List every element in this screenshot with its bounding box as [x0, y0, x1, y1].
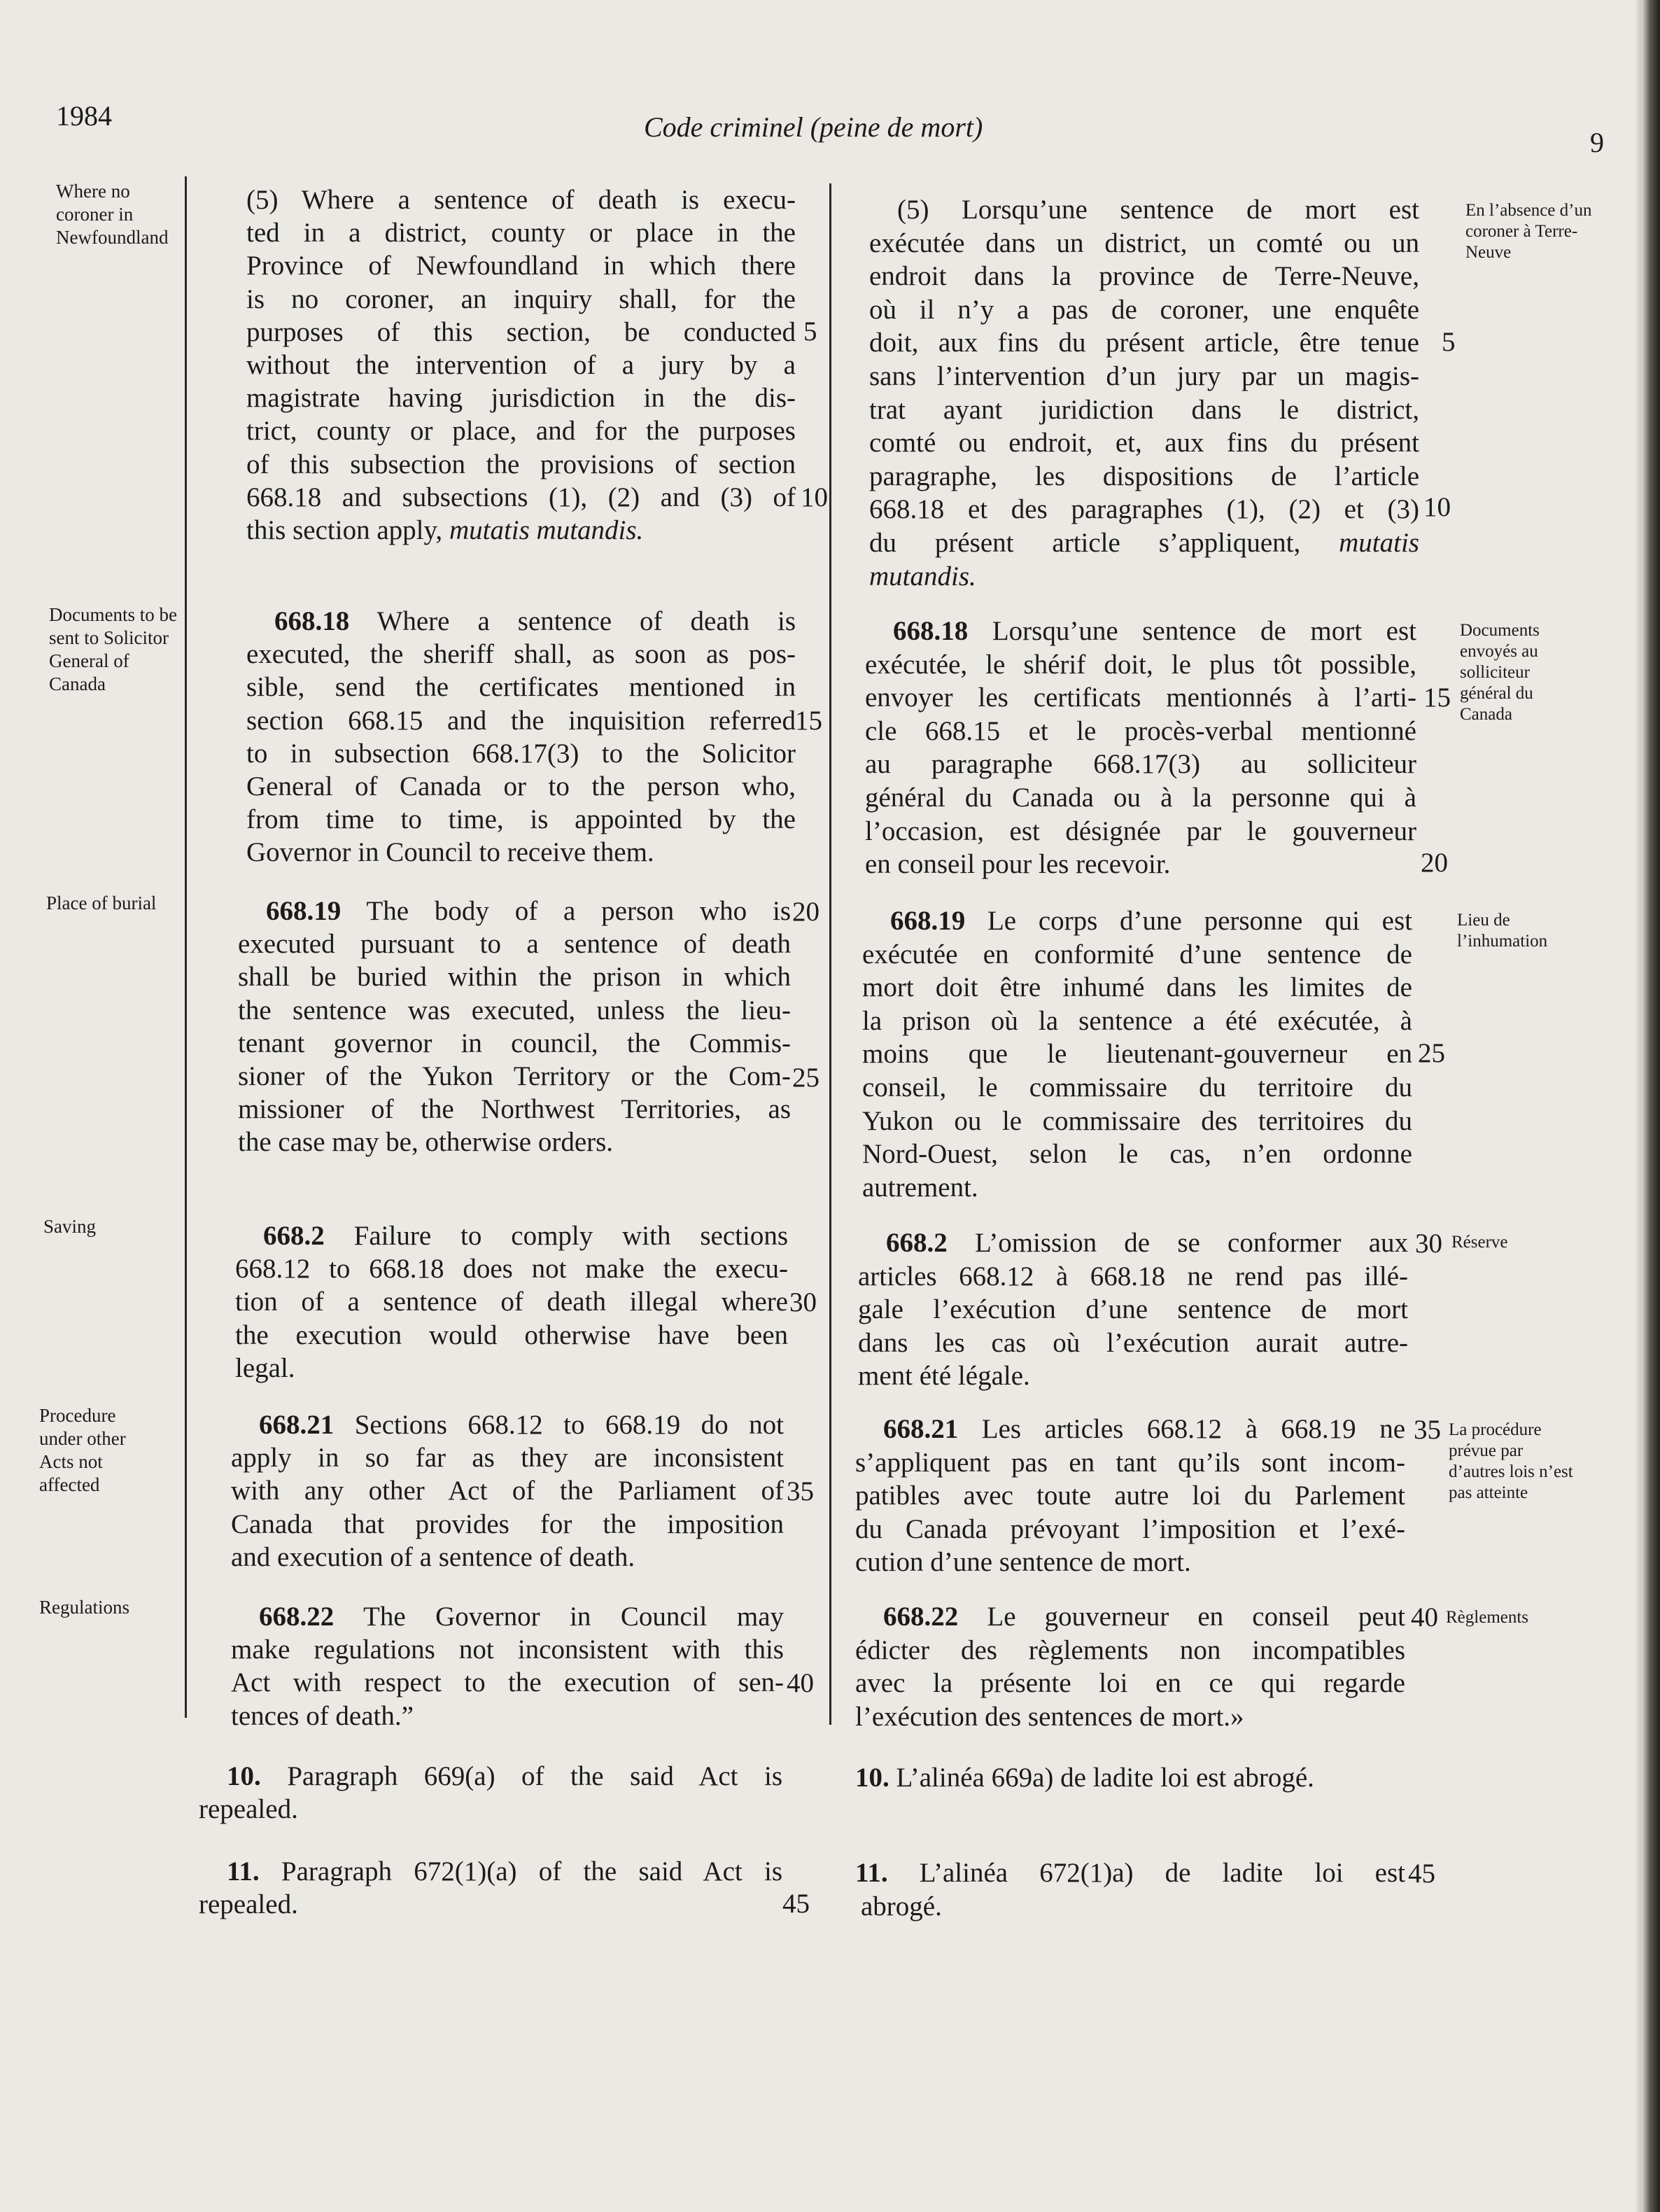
text-line — [858, 1226, 1408, 1260]
text-line — [865, 615, 1416, 648]
text-line: apply in so far as they are inconsistent — [231, 1443, 784, 1474]
fr-section-668-18 — [865, 615, 1416, 881]
text-line: L’alinéa 672(1)a) de ladite loi est — [919, 1858, 1405, 1888]
text-line: 668.18 and subsections (1), (2) and (3) of — [246, 482, 796, 512]
text-line: 668.12 to 668.18 does not make the execu- — [235, 1254, 788, 1284]
line-number-en: 30 — [789, 1287, 817, 1317]
text-line: exécutée dans un district, un comté ou un — [869, 227, 1419, 258]
section-number: 10. — [227, 1761, 261, 1791]
text-line: endroit dans la province de Terre-Neuve, — [869, 261, 1419, 292]
section-number: 668.18 — [274, 606, 350, 636]
margin-note-en: Saving — [43, 1216, 97, 1237]
line-number-en: 10 — [801, 482, 828, 512]
text-line — [862, 904, 1412, 938]
text-line: The Governor in Council may — [363, 1602, 785, 1632]
en-section-668-19 — [238, 895, 791, 1159]
text-line: cle 668.15 et le procès-verbal mentionné — [865, 715, 1416, 746]
text-line: ted in a district, county or place in the — [246, 218, 796, 248]
text-line: abrogé. — [861, 1891, 942, 1921]
text-line: trict, county or place, and for the purposes — [246, 416, 796, 447]
text-line: sioner of the Yukon Territory or the Com- — [238, 1061, 791, 1092]
text-line: make regulations not inconsistent with this — [231, 1634, 784, 1665]
line-number-fr: 45 — [1408, 1858, 1435, 1889]
text-line: paragraphe, les dispositions de l’article — [869, 461, 1419, 491]
margin-note-fr: Règlements — [1446, 1608, 1529, 1627]
text-line: cution d’une sentence de mort. — [855, 1547, 1191, 1578]
section-number: 11. — [855, 1858, 888, 1888]
fr-section-11 — [855, 1856, 1405, 1923]
section-number: 10. — [855, 1763, 889, 1793]
text-line: ment été légale. — [858, 1361, 1030, 1392]
text-line — [246, 514, 796, 547]
section-number: 668.19 — [266, 896, 342, 926]
section-number: 668.21 — [883, 1414, 959, 1444]
text-line: the execution would otherwise have been — [235, 1320, 788, 1350]
line-number-en: 20 — [792, 897, 820, 927]
en-section-10 — [199, 1760, 782, 1826]
text-line: Le gouverneur en conseil peut — [987, 1602, 1406, 1632]
text-line: l’exécution des sentences de mort.» — [855, 1701, 1244, 1732]
fr-subsection-5 — [869, 193, 1419, 593]
text-line: sans l’intervention d’un jury par un magis- — [869, 360, 1419, 391]
text-line: envoyer les certificats mentionnés à l’arti- — [865, 682, 1416, 713]
text-line: exécutée, le shérif doit, le plus tôt possible, — [865, 649, 1416, 680]
text-line: Les articles 668.12 à 668.19 ne — [981, 1414, 1406, 1444]
margin-note-en: Where no coroner in Newfoundland — [56, 181, 169, 248]
line-number-fr: 20 — [1421, 848, 1448, 878]
section-number: 668.2 — [263, 1221, 325, 1251]
text-line: Lorsqu’une sentence de mort est — [992, 616, 1416, 646]
en-section-11 — [199, 1855, 782, 1921]
en-subsection-5 — [246, 183, 796, 547]
line-number-fr: 30 — [1415, 1228, 1442, 1259]
text-line: General of Canada or to the person who, — [246, 771, 796, 802]
text-line: repealed. — [199, 1889, 298, 1920]
text-line: l’occasion, est désignée par le gouverneur — [865, 816, 1416, 846]
page-binding-edge — [1642, 0, 1660, 2212]
text-line — [855, 1761, 1405, 1795]
text-line: gale l’exécution d’une sentence de mort — [858, 1294, 1408, 1325]
en-section-668-18 — [246, 605, 796, 869]
section-number: 668.2 — [886, 1228, 948, 1258]
margin-note-en: Place of burial — [46, 892, 157, 913]
text-line: général du Canada ou à la personne qui à — [865, 782, 1416, 813]
text-line: L’omission de se conformer aux — [974, 1228, 1409, 1258]
section-number: 668.22 — [259, 1602, 335, 1632]
text-line: tences of death.” — [231, 1700, 414, 1731]
text-line: 668.18 et des paragraphes (1), (2) et (3) — [869, 494, 1419, 525]
text-line: the case may be, otherwise orders. — [238, 1127, 614, 1158]
text-line: purposes of this section, be conducted — [246, 316, 796, 347]
text-line: (5) Where a sentence of death is execu- — [246, 185, 796, 215]
text-line: is no coroner, an inquiry shall, for the — [246, 284, 796, 314]
line-number-en: 5 — [803, 316, 817, 346]
margin-note-fr: Lieu de l’inhumation — [1457, 911, 1548, 951]
fr-section-668-21 — [855, 1413, 1405, 1579]
en-section-668-21 — [231, 1408, 784, 1574]
line-number-en: 15 — [795, 706, 822, 736]
text-line-italic-end: this section apply, mutatis mutandis. — [246, 515, 644, 546]
text-line: Paragraph 669(a) of the said Act is — [287, 1761, 782, 1791]
text-line: missioner of the Northwest Territories, as — [238, 1094, 791, 1125]
margin-note-fr: Réserve — [1451, 1233, 1508, 1252]
margin-note-en: Regulations — [39, 1597, 129, 1618]
text-line: Sections 668.12 to 668.19 do not — [354, 1410, 784, 1440]
text-line: (5) Lorsqu’une sentence de mort est — [897, 195, 1419, 225]
text-line: articles 668.12 à 668.18 ne rend pas illé- — [858, 1261, 1408, 1292]
margin-note-fr: En l’absence d’un coroner à Terre-Neuve — [1465, 201, 1592, 262]
text-line: mort doit être inhumé dans les limites de — [862, 972, 1412, 1003]
line-number-en: 35 — [787, 1476, 814, 1506]
text-line: trat ayant juridiction dans le district, — [869, 394, 1419, 425]
text-line: repealed. — [199, 1794, 298, 1825]
text-line — [199, 1855, 782, 1888]
text-line: au paragraphe 668.17(3) au solliciteur — [865, 749, 1416, 780]
margin-note-fr: Documents envoyés au solliciteur général du Canada — [1460, 621, 1540, 724]
text-line: Act with respect to the execution of sen- — [231, 1667, 784, 1698]
text-line — [199, 1760, 782, 1793]
text-line: without the intervention of a jury by a — [246, 350, 796, 381]
line-number-fr: 25 — [1418, 1038, 1445, 1068]
page-gutter-shadow — [1635, 0, 1642, 2212]
text-line: comté ou endroit, et, aux fins du présent — [869, 428, 1419, 458]
text-line — [855, 1600, 1405, 1634]
text-line: the sentence was executed, unless the lieu- — [238, 995, 791, 1026]
text-line: Failure to comply with sections — [353, 1221, 789, 1251]
text-line: édicter des règlements non incompatibles — [855, 1634, 1405, 1665]
text-line: executed, the sheriff shall, as soon as pos- — [246, 639, 796, 670]
text-line: dans les cas où l’exécution aurait autre- — [858, 1327, 1408, 1358]
text-line: tenant governor in council, the Commis- — [238, 1028, 791, 1058]
text-line: la prison où la sentence a été exécutée, à — [862, 1005, 1412, 1036]
line-number-fr: 10 — [1423, 492, 1451, 522]
line-number-en: 40 — [787, 1668, 814, 1698]
text-line — [238, 895, 791, 927]
line-number-en: 45 — [782, 1889, 810, 1919]
text-line: and execution of a sentence of death. — [231, 1541, 635, 1572]
text-line: Yukon ou le commissaire des territoires du — [862, 1105, 1412, 1136]
text-line: L’alinéa 669a) de ladite loi est abrogé. — [896, 1763, 1314, 1793]
running-title: Code criminel (peine de mort) — [644, 111, 983, 143]
margin-note-fr: La procédure prévue par d’autres lois n’est pas atteinte — [1449, 1420, 1573, 1502]
section-number: 668.21 — [259, 1410, 335, 1440]
page-year: 1984 — [56, 100, 112, 132]
text-line: Province of Newfoundland in which there — [246, 251, 796, 281]
text-line: executed pursuant to a sentence of death — [238, 929, 791, 960]
text-line: s’appliquent pas en tant qu’ils sont incom- — [855, 1447, 1405, 1478]
text-line: exécutée en conformité d’une sentence de — [862, 939, 1412, 969]
text-line: sible, send the certificates mentioned in — [246, 672, 796, 703]
fr-section-668-22 — [855, 1600, 1405, 1733]
line-number-fr: 35 — [1414, 1415, 1441, 1445]
text-line: Paragraph 672(1)(a) of the said Act is — [281, 1856, 783, 1886]
fr-section-668-19 — [862, 904, 1412, 1204]
text-line: avec la présente loi en ce qui regarde — [855, 1668, 1405, 1699]
text-line: du Canada prévoyant l’imposition et l’exé- — [855, 1513, 1405, 1544]
text-line: tion of a sentence of death illegal where — [235, 1287, 788, 1317]
text-line: section 668.15 and the inquisition referred — [246, 705, 796, 736]
column-divider-rule — [829, 183, 831, 1725]
line-number-fr: 5 — [1442, 327, 1456, 357]
text-line: magistrate having jurisdiction in the dis- — [246, 383, 796, 414]
text-line: to in subsection 668.17(3) to the Solicitor — [246, 738, 796, 769]
text-line: with any other Act of the Parliament of — [231, 1476, 784, 1506]
text-line: from time to time, is appointed by the — [246, 804, 796, 835]
page-number: 9 — [1590, 127, 1604, 158]
text-line: of this subsection the provisions of section — [246, 449, 796, 479]
text-line — [246, 605, 796, 638]
margin-note-en: Procedure under other Acts not affected — [39, 1405, 126, 1495]
text-line: shall be buried within the prison in which — [238, 962, 791, 993]
english-margin-rule — [185, 176, 187, 1718]
text-line — [855, 1856, 1405, 1890]
text-line — [235, 1219, 788, 1252]
text-line: doit, aux fins du présent article, être tenue — [869, 328, 1419, 358]
margin-note-en: Documents to be sent to Solicitor General of Canada — [49, 604, 177, 694]
text-line: mutandis. — [869, 561, 976, 592]
section-number: 11. — [227, 1856, 260, 1886]
text-line: Governor in Council to receive them. — [246, 837, 654, 868]
text-line: Canada that provides for the imposition — [231, 1508, 784, 1539]
section-number: 668.19 — [890, 906, 966, 936]
section-number: 668.18 — [893, 616, 969, 646]
en-section-668-2 — [235, 1219, 788, 1385]
text-line: Nord-Ouest, selon le cas, n’en ordonne — [862, 1139, 1412, 1170]
text-line: où il n’y a pas de coroner, une enquête — [869, 294, 1419, 325]
text-line: Le corps d’une personne qui est — [987, 906, 1412, 936]
text-line — [855, 1413, 1405, 1446]
fr-section-10 — [855, 1761, 1405, 1795]
text-line: Where a sentence of death is — [377, 606, 796, 636]
text-line: moins que le lieutenant-gouverneur en — [862, 1039, 1412, 1070]
line-number-fr: 15 — [1423, 682, 1451, 713]
line-number-en: 25 — [792, 1063, 820, 1093]
text-line — [231, 1600, 784, 1633]
text-line: en conseil pour les recevoir. — [865, 849, 1171, 880]
line-number-fr: 40 — [1411, 1602, 1438, 1632]
text-line: autrement. — [862, 1172, 978, 1203]
text-line: patibles avec toute autre loi du Parlement — [855, 1480, 1405, 1511]
en-section-668-22 — [231, 1600, 784, 1732]
fr-section-668-2 — [858, 1226, 1408, 1393]
section-number: 668.22 — [883, 1602, 959, 1632]
text-line: du présent article s’appliquent, mutatis — [869, 527, 1419, 558]
text-line: The body of a person who is — [366, 896, 791, 926]
text-line: conseil, le commissaire du territoire du — [862, 1072, 1412, 1102]
text-line — [231, 1408, 784, 1441]
text-line: legal. — [235, 1352, 295, 1383]
